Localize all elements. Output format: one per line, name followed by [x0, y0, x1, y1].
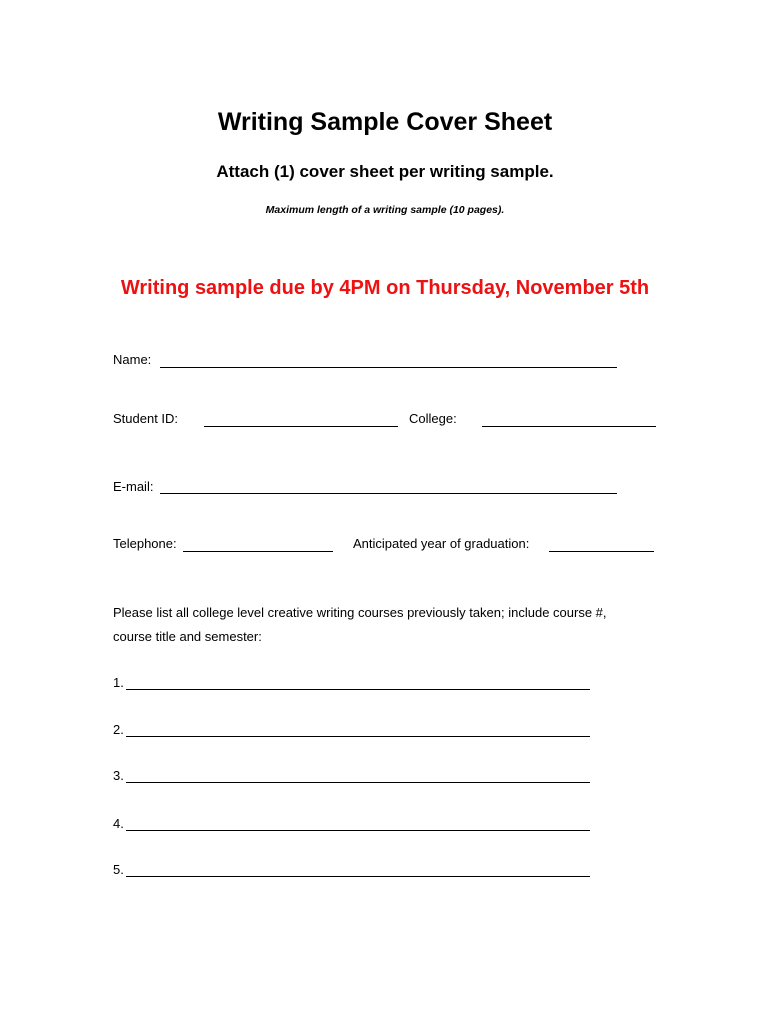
- college-label: College:: [409, 411, 457, 426]
- course-field-2[interactable]: [126, 736, 590, 737]
- course-number-5: 5.: [113, 862, 124, 877]
- instructions-line-2: course title and semester:: [113, 629, 262, 644]
- name-field[interactable]: [160, 367, 617, 368]
- course-number-1: 1.: [113, 675, 124, 690]
- course-field-5[interactable]: [126, 876, 590, 877]
- page-title: Writing Sample Cover Sheet: [217, 108, 553, 136]
- email-label: E-mail:: [113, 479, 154, 494]
- course-number-4: 4.: [113, 816, 124, 831]
- student-id-field[interactable]: [204, 426, 398, 427]
- course-number-2: 2.: [113, 722, 124, 737]
- name-label: Name:: [113, 352, 152, 367]
- course-field-1[interactable]: [126, 689, 590, 690]
- subtitle: Attach (1) cover sheet per writing sample.: [216, 162, 554, 181]
- course-field-4[interactable]: [126, 830, 590, 831]
- courses-instructions: [113, 601, 673, 649]
- telephone-field[interactable]: [183, 551, 333, 552]
- telephone-label: Telephone:: [113, 536, 177, 551]
- deadline-notice: Writing sample due by 4PM on Thursday, November 5th: [120, 277, 650, 299]
- length-note: Maximum length of a writing sample (10 pages).: [265, 204, 505, 216]
- graduation-label: Anticipated year of graduation:: [353, 536, 530, 551]
- course-number-3: 3.: [113, 768, 124, 783]
- college-field[interactable]: [482, 426, 656, 427]
- email-field[interactable]: [160, 493, 617, 494]
- course-field-3[interactable]: [126, 782, 590, 783]
- student-id-label: Student ID:: [113, 411, 179, 426]
- instructions-line-1: Please list all college level creative writing courses previously taken; include course #,: [113, 605, 607, 620]
- graduation-year-field[interactable]: [549, 551, 654, 552]
